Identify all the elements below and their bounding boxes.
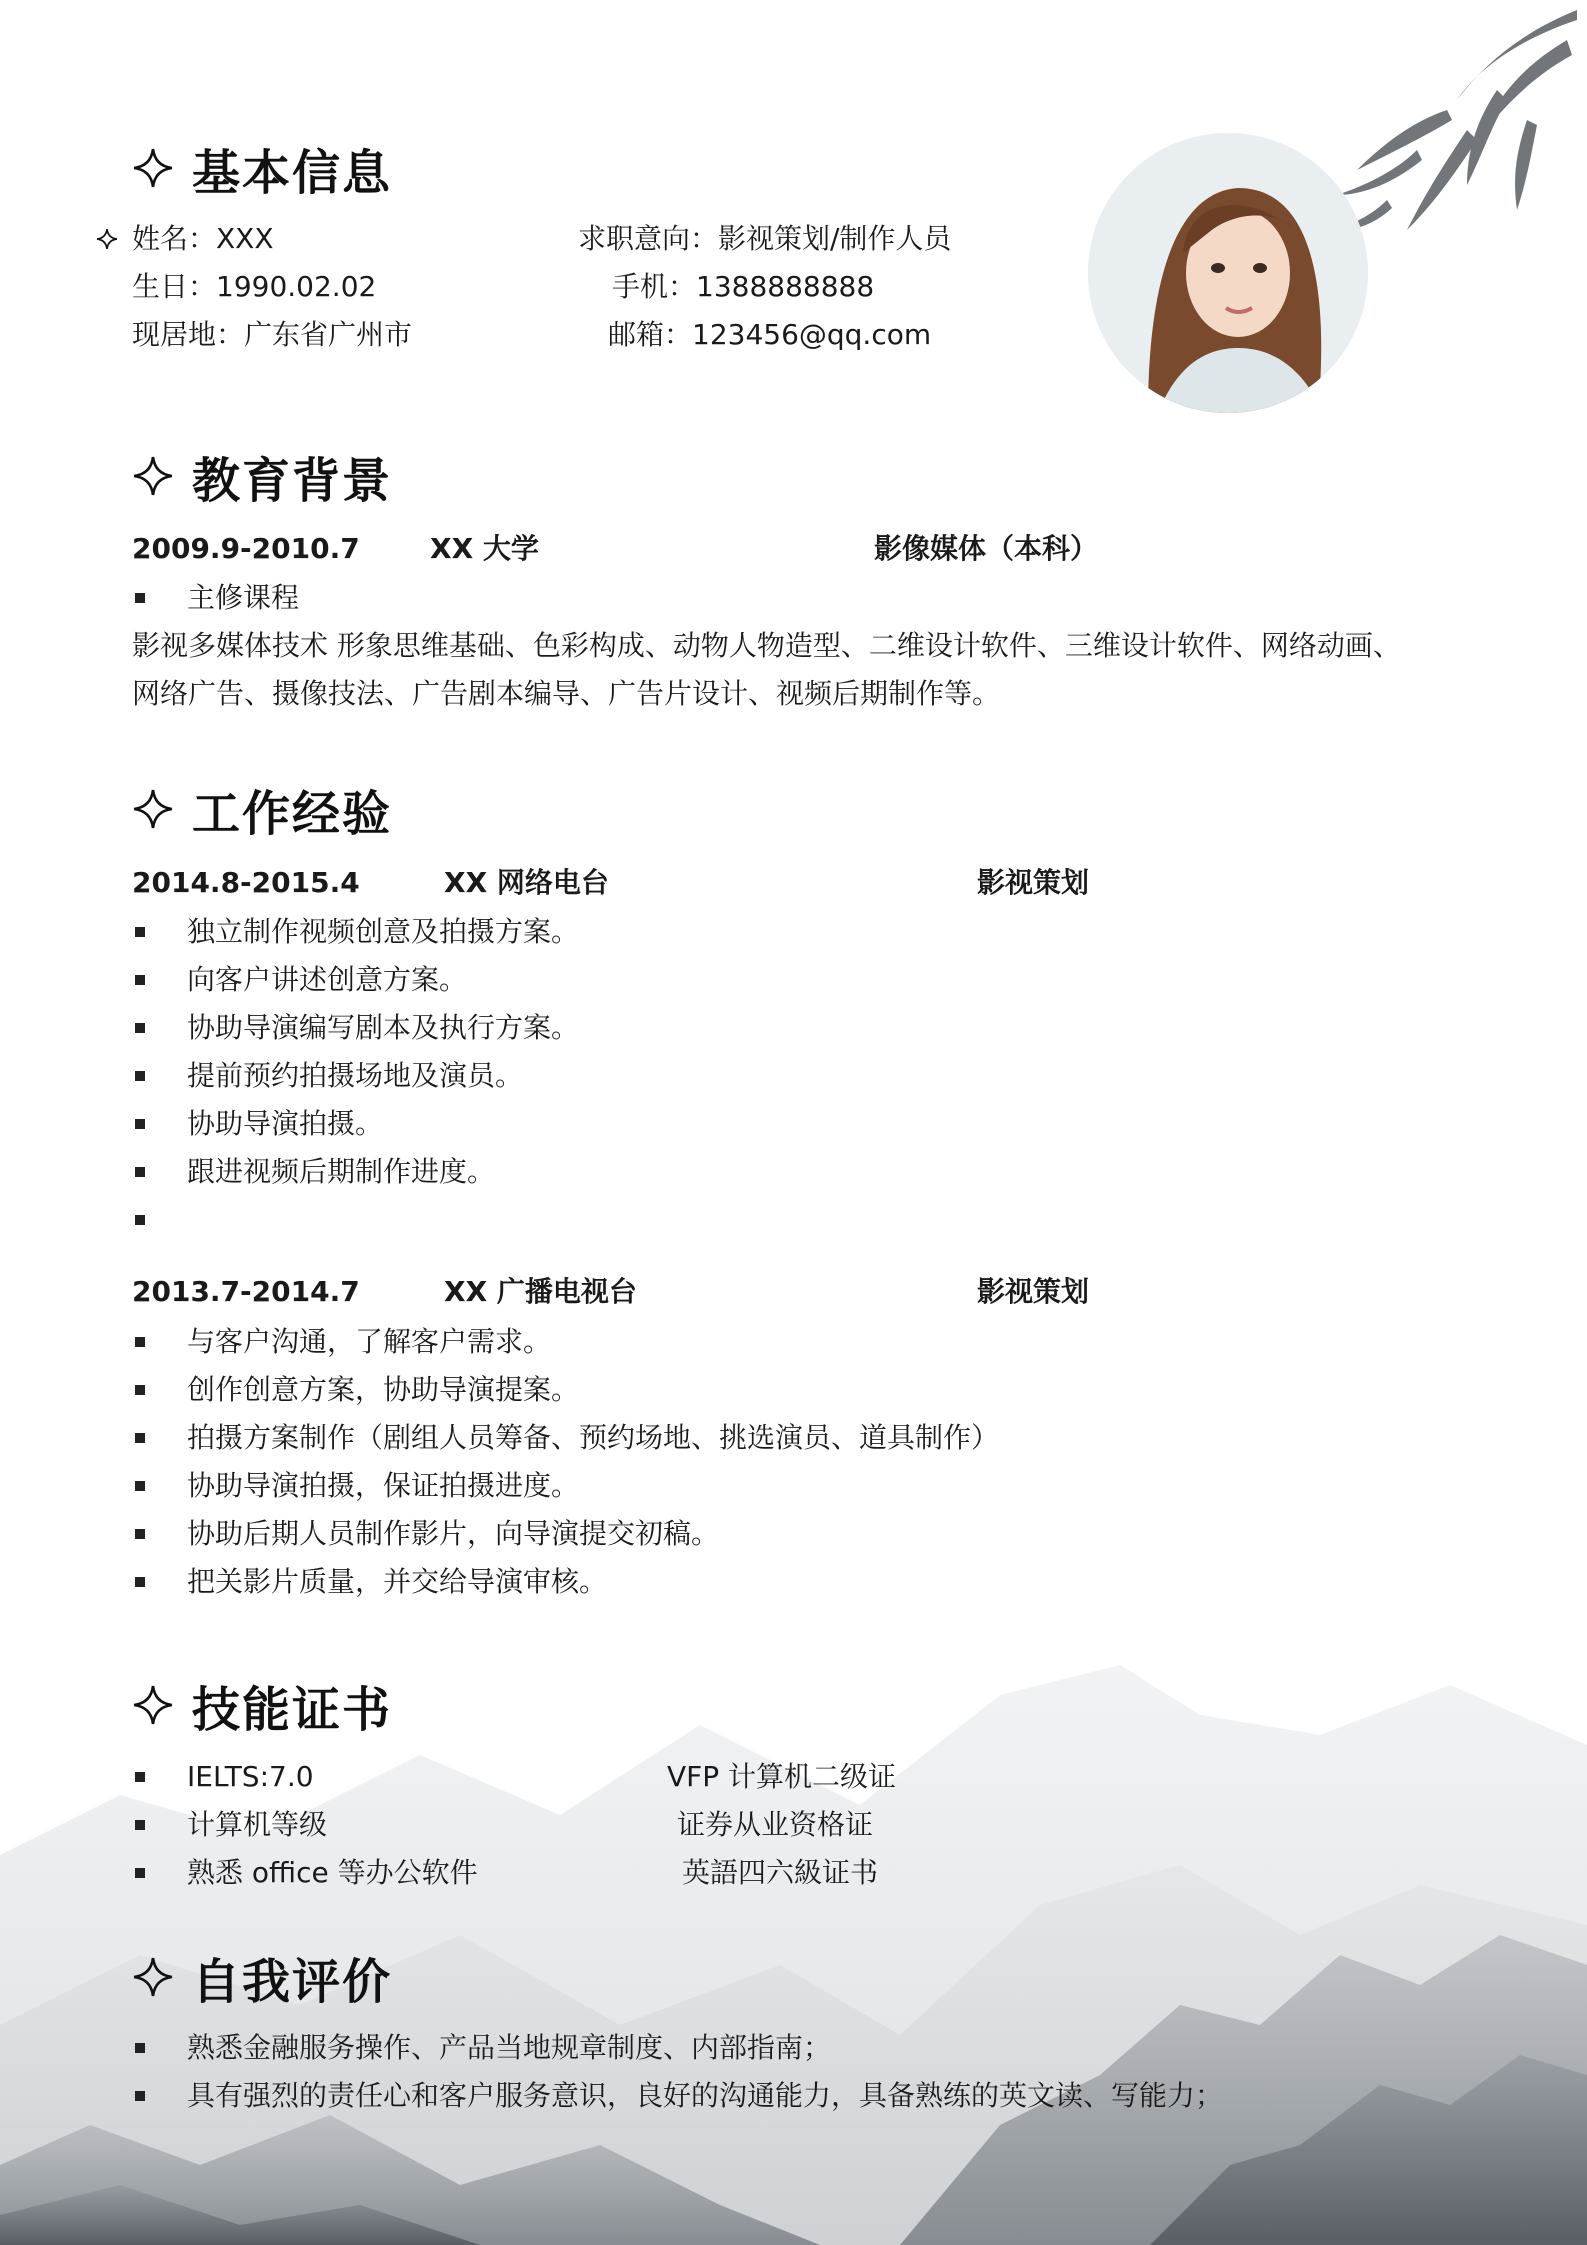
list-item: 向客户讲述创意方案。 bbox=[187, 963, 468, 996]
birthday-field: 生日：1990.02.02 bbox=[132, 270, 377, 303]
list-item: 独立制作视频创意及拍摄方案。 bbox=[187, 915, 580, 948]
section-title-text: 技能证书 bbox=[192, 1681, 393, 1738]
portrait-placeholder-icon bbox=[1088, 133, 1368, 413]
list-item: 协助后期人员制作影片，向导演提交初稿。 bbox=[187, 1517, 720, 1550]
job-period: 2014.8-2015.4 bbox=[132, 866, 360, 899]
list-item: 协助导演编写剧本及执行方案。 bbox=[187, 1011, 580, 1044]
residence-field: 现居地：广东省广州市 bbox=[132, 318, 413, 351]
square-bullet-icon bbox=[135, 1772, 145, 1782]
courses-line-1: 影视多媒体技术 形象思维基础、色彩构成、动物人物造型、二维设计软件、三维设计软件、网络动画、 bbox=[132, 629, 1401, 662]
square-bullet-icon bbox=[135, 1577, 145, 1587]
certificate-item: VFP 计算机二级证 bbox=[667, 1760, 897, 1793]
section-title-basic bbox=[132, 133, 392, 203]
four-point-star-icon bbox=[132, 147, 174, 189]
email-field: 邮箱：123456@qq.com bbox=[608, 318, 932, 351]
square-bullet-icon bbox=[135, 1337, 145, 1347]
job-period: 2013.7-2014.7 bbox=[132, 1275, 360, 1308]
square-bullet-icon bbox=[135, 1023, 145, 1033]
job-role: 影视策划 bbox=[977, 1275, 1090, 1308]
skill-item: 计算机等级 bbox=[187, 1808, 328, 1841]
square-bullet-icon bbox=[135, 1820, 145, 1830]
list-item: 跟进视频后期制作进度。 bbox=[187, 1155, 496, 1188]
four-point-star-icon bbox=[132, 1956, 174, 1998]
section-title-text: 教育背景 bbox=[192, 452, 393, 509]
four-point-star-icon bbox=[132, 1684, 174, 1726]
square-bullet-icon bbox=[135, 1119, 145, 1129]
square-bullet-icon bbox=[135, 593, 145, 603]
four-point-star-icon bbox=[132, 788, 174, 830]
square-bullet-icon bbox=[135, 1385, 145, 1395]
job-role: 影视策划 bbox=[977, 866, 1090, 899]
certificate-item: 英語四六級证书 bbox=[682, 1856, 879, 1889]
list-item: 协助导演拍摄，保证拍摄进度。 bbox=[187, 1469, 580, 1502]
square-bullet-icon bbox=[135, 1071, 145, 1081]
square-bullet-icon bbox=[135, 927, 145, 937]
name-field: 姓名：XXX bbox=[132, 222, 274, 255]
section-title-work bbox=[132, 774, 392, 844]
job-company: XX 广播电视台 bbox=[444, 1275, 637, 1308]
education-major: 影像媒体（本科） bbox=[874, 532, 1099, 565]
square-bullet-icon bbox=[135, 1167, 145, 1177]
bamboo-leaves-decoration bbox=[1327, 0, 1587, 260]
education-period: 2009.9-2010.7 bbox=[132, 532, 360, 565]
phone-field: 手机：1388888888 bbox=[612, 270, 875, 303]
list-item: 把关影片质量，并交给导演审核。 bbox=[187, 1565, 608, 1598]
square-bullet-icon bbox=[135, 2091, 145, 2101]
square-bullet-icon bbox=[135, 1433, 145, 1443]
section-title-text: 工作经验 bbox=[192, 785, 393, 842]
list-item: 提前预约拍摄场地及演员。 bbox=[187, 1059, 524, 1092]
square-bullet-icon bbox=[135, 1529, 145, 1539]
self-eval-item: 具有强烈的责任心和客户服务意识，良好的沟通能力，具备熟练的英文读、写能力； bbox=[187, 2079, 1224, 2112]
courses-line-2: 网络广告、摄像技法、广告剧本编导、广告片设计、视频后期制作等。 bbox=[132, 677, 1001, 710]
skill-item: IELTS:7.0 bbox=[187, 1760, 314, 1793]
education-school: XX 大学 bbox=[430, 532, 539, 565]
section-title-self bbox=[132, 1942, 392, 2012]
square-bullet-icon bbox=[135, 1481, 145, 1491]
skill-item: 熟悉 office 等办公软件 bbox=[187, 1856, 478, 1889]
self-eval-item: 熟悉金融服务操作、产品当地规章制度、内部指南； bbox=[187, 2031, 832, 2064]
list-item: 拍摄方案制作（剧组人员筹备、预约场地、挑选演员、道具制作） bbox=[187, 1421, 1000, 1454]
square-bullet-icon bbox=[135, 1868, 145, 1878]
section-title-text: 自我评价 bbox=[192, 1953, 393, 2010]
certificate-item: 证券从业资格证 bbox=[677, 1808, 874, 1841]
list-item: 协助导演拍摄。 bbox=[187, 1107, 384, 1140]
square-bullet-icon bbox=[135, 1215, 145, 1225]
profile-photo bbox=[1088, 133, 1368, 413]
square-bullet-icon bbox=[135, 2043, 145, 2053]
job-intent-field: 求职意向：影视策划/制作人员 bbox=[578, 222, 952, 255]
list-item: 与客户沟通，了解客户需求。 bbox=[187, 1325, 552, 1358]
section-title-skills bbox=[132, 1670, 392, 1740]
four-point-star-icon bbox=[132, 455, 174, 497]
small-star-icon bbox=[96, 228, 118, 250]
square-bullet-icon bbox=[135, 975, 145, 985]
list-item: 创作创意方案，协助导演提案。 bbox=[187, 1373, 580, 1406]
job-company: XX 网络电台 bbox=[444, 866, 609, 899]
section-title-text: 基本信息 bbox=[192, 144, 393, 201]
course-title: 主修课程 bbox=[187, 581, 300, 614]
section-title-education bbox=[132, 441, 392, 511]
